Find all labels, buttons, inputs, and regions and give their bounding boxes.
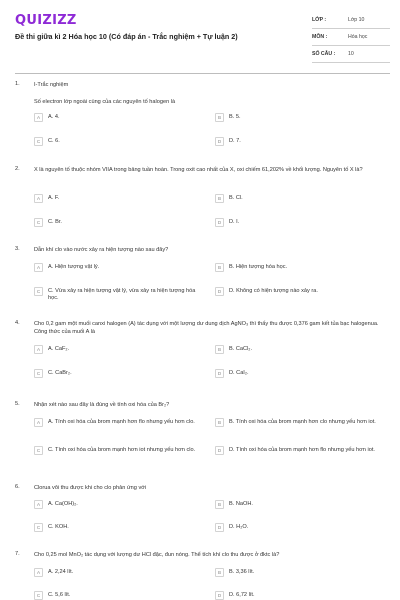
answer-option-d[interactable] <box>215 218 380 227</box>
meta-label: LỚP : <box>312 17 327 23</box>
answer-option-a[interactable] <box>34 263 199 272</box>
question-text: I-Trắc nghiệm Số electron lớp ngoài cùng của các nguyên tố halogen là <box>34 82 176 105</box>
answer-option-b[interactable] <box>215 113 380 122</box>
option-text: B. CaCl₂. <box>229 345 252 352</box>
option-text: A. 4. <box>48 113 60 120</box>
option-letter-box: D <box>215 446 224 455</box>
option-text: A. Hiện tượng vật lý. <box>48 263 100 270</box>
option-text: A. 2,24 lít. <box>48 568 74 575</box>
option-text: C. CaBr₂. <box>48 369 72 376</box>
option-letter-box: A <box>34 418 43 427</box>
answer-option-b[interactable] <box>215 194 380 203</box>
answer-option-c[interactable] <box>34 591 199 600</box>
option-text: D. CaI₂. <box>229 369 249 376</box>
question-text: X là nguyên tố thuộc nhóm VIIA trong bảng tuần hoàn. Trong oxit cao nhất của X, oxi chiếm 61,202% về khối lượng. Nguyên tố X là? <box>34 167 363 173</box>
option-letter-box: A <box>34 568 43 577</box>
option-letter-box: D <box>215 523 224 532</box>
question-2 <box>15 166 390 256</box>
option-letter-box: B <box>215 418 224 427</box>
option-letter-box: A <box>34 500 43 509</box>
option-text: A. F. <box>48 194 60 201</box>
option-letter-box: C <box>34 446 43 455</box>
option-text: D. Không có hiện tượng nào xảy ra. <box>229 287 318 294</box>
answer-option-d[interactable] <box>215 591 380 600</box>
option-letter-box: D <box>215 287 224 296</box>
option-text: D. Tính oxi hóa của brom mạnh hơn flo nhưng yếu hơn iot. <box>229 446 375 453</box>
option-text: B. NaOH. <box>229 500 253 507</box>
option-letter-box: D <box>215 591 224 600</box>
question-number: 5. <box>15 401 20 407</box>
option-text: C. Tính oxi hóa của brom mạnh hơn iot nhưng yếu hơn clo. <box>48 446 196 453</box>
answer-option-c[interactable] <box>34 523 199 532</box>
option-letter-box: B <box>215 500 224 509</box>
answer-option-b[interactable] <box>215 345 380 354</box>
question-number: 3. <box>15 246 20 252</box>
option-letter-box: B <box>215 568 224 577</box>
question-4 <box>15 320 390 410</box>
quizizz-logo: QUIZIZZ <box>15 13 77 28</box>
option-letter-box: A <box>34 263 43 272</box>
option-letter-box: A <box>34 345 43 354</box>
answer-option-b[interactable] <box>215 263 380 272</box>
meta-table <box>312 12 390 63</box>
option-letter-box: C <box>34 369 43 378</box>
answer-option-a[interactable] <box>34 500 199 509</box>
option-letter-box: D <box>215 137 224 146</box>
meta-value: 10 <box>348 51 354 57</box>
meta-row-class <box>312 12 390 29</box>
option-letter-box: C <box>34 287 43 296</box>
answer-option-d[interactable] <box>215 369 380 378</box>
option-text: B. Tính oxi hóa của brom mạnh hơn clo nhưng yếu hơn iot. <box>229 418 376 425</box>
meta-value: Lớp 10 <box>348 17 365 23</box>
question-1 <box>15 81 390 171</box>
answer-option-a[interactable] <box>34 113 199 122</box>
option-text: C. Br. <box>48 218 62 225</box>
question-text: Clorua vôi thu được khi cho clo phản ứng với <box>34 485 147 491</box>
option-text: C. Vừa xảy ra hiện tượng vật lý, vừa xảy ra hiện tượng hóa học. <box>48 287 196 302</box>
option-text: C. 6. <box>48 137 60 144</box>
question-text: Dẫn khí clo vào nước xảy ra hiện tượng nào sau đây? <box>34 247 169 253</box>
option-letter-box: B <box>215 345 224 354</box>
meta-row-count <box>312 46 390 63</box>
answer-option-d[interactable] <box>215 446 380 455</box>
option-text: A. CaF₂. <box>48 345 70 352</box>
answer-option-d[interactable] <box>215 287 380 296</box>
meta-row-subject <box>312 29 390 46</box>
question-7 <box>15 551 390 600</box>
option-text: D. H₂O. <box>229 523 249 530</box>
answer-option-d[interactable] <box>215 523 380 532</box>
option-text: D. I. <box>229 218 240 225</box>
answer-option-b[interactable] <box>215 418 380 427</box>
option-letter-box: A <box>34 194 43 203</box>
question-5 <box>15 401 390 491</box>
option-text: B. 3,36 lít. <box>229 568 255 575</box>
document-title: Đề thi giữa kì 2 Hóa học 10 (Có đáp án - Trắc nghiệm + Tự luận 2) <box>15 32 238 41</box>
header-divider <box>15 73 390 74</box>
answer-option-a[interactable] <box>34 568 199 577</box>
option-text: A. Ca(OH)₂. <box>48 500 78 507</box>
answer-option-c[interactable] <box>34 287 199 303</box>
option-text: C. KOH. <box>48 523 69 530</box>
option-text: B. Cl. <box>229 194 243 201</box>
answer-option-c[interactable] <box>34 218 199 227</box>
question-number: 4. <box>15 320 20 326</box>
option-letter-box: D <box>215 218 224 227</box>
question-text: Cho 0,25 mol MnO₂ tác dụng với lượng dư HCl đặc, đun nóng. Thể tích khí clo thu được ở đktc là? <box>34 552 280 558</box>
question-text: Cho 0,2 gam một muối canxi halogen (A) tác dụng với một lượng dư dung dịch AgNO₃ thì thấy thu được 0,376 gam kết tủa bạc halogenua. Công thức của muối A là <box>34 321 379 336</box>
option-text: C. 5,6 lít. <box>48 591 71 598</box>
option-text: A. Tính oxi hóa của brom mạnh hơn flo nhưng yếu hơn clo. <box>48 418 195 425</box>
meta-label: MÔN : <box>312 34 328 40</box>
option-letter-box: C <box>34 218 43 227</box>
option-letter-box: C <box>34 523 43 532</box>
option-text: B. 5. <box>229 113 241 120</box>
option-letter-box: A <box>34 113 43 122</box>
answer-option-a[interactable] <box>34 194 199 203</box>
option-text: D. 7. <box>229 137 241 144</box>
answer-option-a[interactable] <box>34 418 199 427</box>
answer-option-b[interactable] <box>215 500 380 509</box>
meta-label: SỐ CÂU : <box>312 51 336 57</box>
answer-option-a[interactable] <box>34 345 199 354</box>
option-letter-box: C <box>34 591 43 600</box>
option-letter-box: D <box>215 369 224 378</box>
answer-option-b[interactable] <box>215 568 380 577</box>
option-text: D. 6,72 lít. <box>229 591 255 598</box>
question-number: 2. <box>15 166 20 172</box>
answer-option-c[interactable] <box>34 137 199 146</box>
answer-option-d[interactable] <box>215 137 380 146</box>
meta-value: Hóa học <box>348 34 368 40</box>
answer-option-c[interactable] <box>34 369 199 378</box>
option-letter-box: C <box>34 137 43 146</box>
option-letter-box: B <box>215 194 224 203</box>
option-letter-box: B <box>215 113 224 122</box>
question-number: 1. <box>15 81 20 87</box>
question-number: 6. <box>15 484 20 490</box>
option-text: B. Hiện tượng hóa học. <box>229 263 288 270</box>
question-number: 7. <box>15 551 20 557</box>
answer-option-c[interactable] <box>34 446 199 455</box>
option-letter-box: B <box>215 263 224 272</box>
question-text: Nhận xét nào sau đây là đúng về tính oxi hóa của Br₂? <box>34 402 170 408</box>
